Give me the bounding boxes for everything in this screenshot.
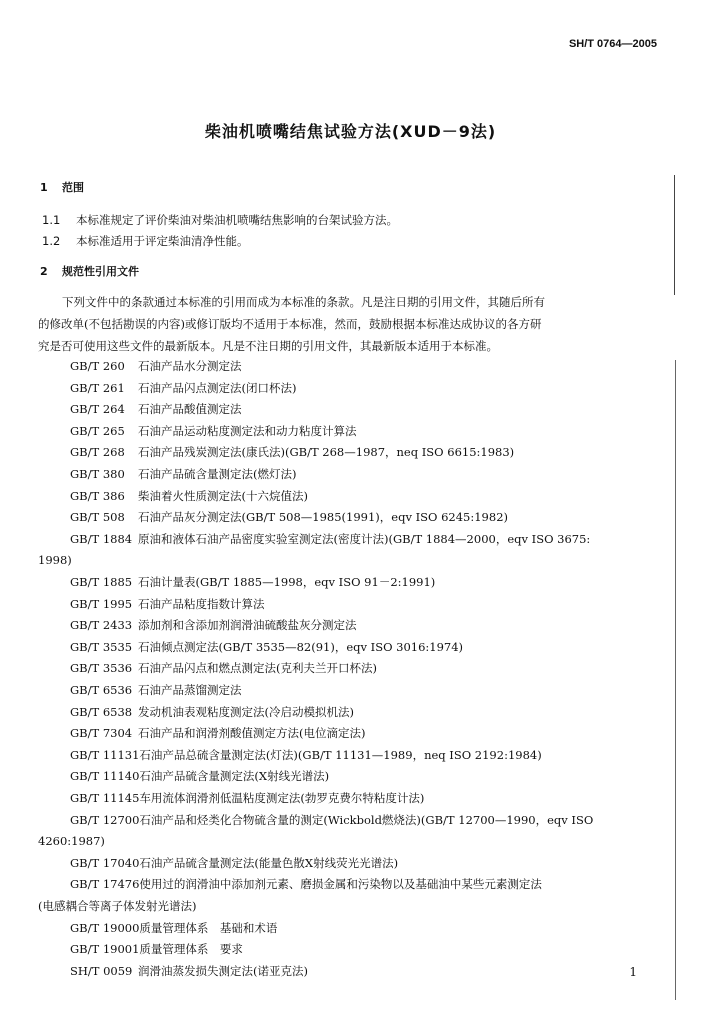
reference-code: GB/T 508 — [70, 510, 125, 525]
reference-item — [70, 531, 701, 547]
reference-code: GB/T 6538 — [70, 704, 133, 719]
reference-code: GB/T 19000 — [70, 920, 140, 935]
reference-code: GB/T 17476 — [70, 877, 140, 892]
reference-code: GB/T 12700 — [70, 812, 140, 827]
reference-title: 石油产品硫含量测定法(燃灯法) — [138, 467, 297, 481]
reference-item — [70, 380, 701, 396]
reference-item — [70, 401, 701, 417]
reference-item — [70, 444, 701, 460]
reference-code: GB/T 261 — [70, 380, 125, 395]
section-title: 范围 — [62, 181, 84, 194]
reference-title: 质量管理体系 基础和术语 — [139, 920, 278, 935]
reference-title: 车用流体润滑剂低温粘度测定法(勃罗克费尔特粘度计法) — [139, 791, 425, 805]
reference-title: 石油产品和润滑剂酸值测定方法(电位滴定法) — [138, 726, 366, 741]
reference-title: 润滑油蒸发损失测定法(诺亚克法) — [138, 963, 308, 978]
reference-title: 发动机油表观粘度测定法(冷启动模拟机法) — [138, 704, 354, 719]
clause-number: 1.1 — [42, 213, 61, 227]
reference-title: 石油产品水分测定法 — [138, 359, 242, 373]
reference-continuation: (电感耦合等离子体发射光谱法) — [38, 899, 197, 913]
reference-code: GB/T 386 — [70, 488, 125, 503]
reference-code: GB/T 2433 — [70, 618, 133, 633]
reference-code: GB/T 11145 — [70, 791, 140, 805]
reference-code: GB/T 268 — [70, 445, 125, 460]
reference-item — [70, 509, 701, 525]
reference-item — [70, 423, 701, 439]
paragraph-line: 下列文件中的条款通过本标准的引用而成为本标准的条款。凡是注日期的引用文件，其随后所有 — [62, 295, 545, 309]
reference-title: 石油产品酸值测定法 — [138, 402, 242, 417]
reference-item — [70, 876, 701, 892]
reference-title: 使用过的润滑油中添加剂元素、磨损金属和污染物以及基础油中某些元素测定法 — [139, 877, 542, 892]
reference-code: GB/T 19001 — [70, 942, 140, 957]
reference-item — [70, 747, 701, 763]
reference-item — [70, 466, 701, 482]
reference-item — [70, 704, 701, 720]
reference-code: GB/T 11131 — [70, 747, 140, 762]
paragraph-line: 究是否可使用这些文件的最新版本。凡是不注日期的引用文件，其最新版本适用于本标准。 — [38, 339, 498, 353]
reference-code: GB/T 1995 — [70, 596, 133, 611]
reference-code: GB/T 1885 — [70, 575, 133, 589]
reference-title: 石油产品硫含量测定法(X射线光谱法) — [139, 769, 330, 784]
reference-item — [70, 963, 701, 979]
reference-item — [70, 790, 701, 806]
reference-item — [70, 596, 701, 612]
reference-code: SH/T 0059 — [70, 963, 133, 978]
reference-continuation: 4260:1987) — [38, 834, 105, 849]
reference-continuation: 1998) — [38, 553, 72, 568]
reference-code: GB/T 1884 — [70, 531, 133, 546]
reference-title: 石油计量表(GB/T 1885—1998，eqv ISO 91－2:1991) — [138, 575, 436, 589]
reference-item — [70, 941, 701, 957]
page-number: 1 — [629, 965, 637, 979]
section-number: 2 — [40, 265, 48, 278]
reference-code: GB/T 3535 — [70, 639, 133, 654]
reference-title: 石油产品蒸馏测定法 — [138, 683, 242, 697]
reference-code: GB/T 260 — [70, 359, 125, 373]
reference-code: GB/T 3536 — [70, 661, 133, 676]
reference-item — [70, 920, 701, 936]
reference-title: 石油产品硫含量测定法(能量色散X射线荧光光谱法) — [139, 855, 399, 870]
section-number: 1 — [40, 181, 48, 194]
clause-1-2 — [42, 233, 701, 249]
reference-item — [70, 617, 701, 633]
standard-code: SH/T 0764—2005 — [568, 38, 657, 50]
reference-item — [70, 812, 701, 828]
reference-title: 石油产品粘度指数计算法 — [138, 596, 265, 611]
reference-title: 质量管理体系 要求 — [139, 942, 243, 957]
reference-title: 原油和液体石油产品密度实验室测定法(密度计法)(GB/T 1884—2000，eqv ISO 3675: — [138, 531, 591, 546]
reference-item — [70, 682, 701, 698]
clause-text: 本标准规定了评价柴油对柴油机喷嘴结焦影响的台架试验方法。 — [76, 213, 398, 227]
section-title: 规范性引用文件 — [62, 265, 139, 278]
clause-text: 本标准适用于评定柴油清净性能。 — [76, 234, 249, 248]
reference-title: 石油倾点测定法(GB/T 3535—82(91)，eqv ISO 3016:1974) — [138, 639, 464, 654]
reference-item — [70, 855, 701, 871]
reference-title: 石油产品灰分测定法(GB/T 508—1985(1991)，eqv ISO 6245:1982) — [138, 510, 508, 525]
reference-code: GB/T 265 — [70, 423, 125, 438]
reference-item — [70, 768, 701, 784]
section-2-heading — [40, 264, 701, 280]
reference-code: GB/T 11140 — [70, 769, 140, 784]
reference-item — [70, 574, 701, 590]
clause-1-1 — [42, 212, 701, 228]
reference-title: 石油产品运动粘度测定法和动力粘度计算法 — [138, 423, 357, 438]
reference-item — [70, 725, 701, 741]
reference-item — [70, 488, 701, 504]
section-1-heading — [40, 180, 701, 196]
reference-item — [70, 358, 701, 374]
reference-code: GB/T 17040 — [70, 855, 140, 870]
reference-title: 石油产品残炭测定法(康氏法)(GB/T 268—1987，neq ISO 6615:1983) — [138, 445, 515, 460]
reference-title: 柴油着火性质测定法(十六烷值法) — [138, 488, 308, 503]
reference-title: 添加剂和含添加剂润滑油硫酸盐灰分测定法 — [138, 618, 357, 633]
reference-item — [70, 660, 701, 676]
reference-code: GB/T 7304 — [70, 726, 133, 741]
reference-title: 石油产品闪点和燃点测定法(克利夫兰开口杯法) — [138, 661, 377, 676]
page-title: 柴油机喷嘴结焦试验方法(XUD－9法) — [204, 122, 497, 141]
reference-item — [70, 639, 701, 655]
reference-title: 石油产品和烃类化合物硫含量的测定(Wickbold燃烧法)(GB/T 12700—1990，eqv ISO — [139, 812, 594, 827]
reference-code: GB/T 264 — [70, 402, 125, 417]
reference-title: 石油产品总硫含量测定法(灯法)(GB/T 11131—1989，neq ISO 2192:1984) — [139, 747, 542, 762]
reference-code: GB/T 380 — [70, 467, 125, 481]
reference-title: 石油产品闪点测定法(闭口杯法) — [138, 380, 297, 395]
paragraph-line: 的修改单(不包括勘误的内容)或修订版均不适用于本标准，然而，鼓励根据本标准达成协议的各方研 — [38, 317, 542, 331]
clause-number: 1.2 — [42, 234, 61, 248]
reference-code: GB/T 6536 — [70, 683, 133, 697]
